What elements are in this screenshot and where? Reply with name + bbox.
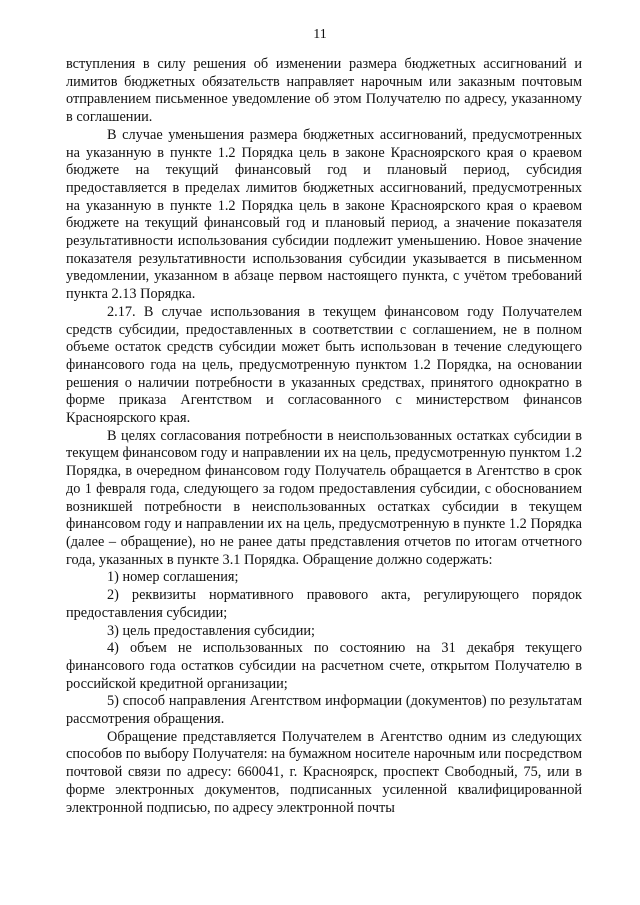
- page-number: 11: [313, 27, 327, 42]
- paragraph-continuation: вступления в силу решения об изменении размера бюджетных ассигнований и лимитов бюджетных обязательств направляет нарочным или заказным почтовым отправлением письменное уведомление об этом Получателю по адресу, указанному в соглашении.: [66, 56, 582, 126]
- paragraph-clause-2-17: 2.17. В случае использования в текущем финансовом году Получателем средств субсидии, предоставленных в соответствии с соглашением, не в полном объеме остаток средств субсидии может быть использован в течение следующего финансового года на цель, предусмотренную пунктом 1.2 Порядка, на основании решения о наличии потребности в указанных средствах, принятого однократно в форме приказа Агентством и согласованного с министерством финансов Красноярского края.: [66, 303, 582, 427]
- paragraph-budget-reduction: В случае уменьшения размера бюджетных ассигнований, предусмотренных на указанную в пункте 1.2 Порядка цель в законе Красноярского края о краевом бюджете на текущий финансовый год и плановый период, субсидия предоставляется в пределах лимитов бюджетных ассигнований, предусмотренных на указанную в пункте 1.2 Порядка цель в законе Красноярского края о краевом бюджете на текущий финансовый год и плановый период, а значение показателя результативности использования субсидии подлежит уменьшению. Новое значение показателя результативности использования субсидии указывается в письменном уведомлении, указанном в абзаце первом настоящего пункта, с учётом требований пункта 2.13 Порядка.: [66, 126, 582, 303]
- document-body: [66, 56, 582, 817]
- list-item-5: 5) способ направления Агентством информации (документов) по результатам рассмотрения обращения.: [66, 693, 582, 728]
- list-item-4: 4) объем не использованных по состоянию на 31 декабря текущего финансового года остатков субсидии на расчетном счете, открытом Получателю в российской кредитной организации;: [66, 640, 582, 692]
- paragraph-approval-request: В целях согласования потребности в неиспользованных остатках субсидии в текущем финансовом году и направлении их на цель, предусмотренную пунктом 1.2 Порядка, в очередном финансовом году Получатель обращается в Агентство в срок до 1 февраля года, следующего за годом предоставления субсидии, с обоснованием возникшей потребности в неиспользованных остатках субсидии в текущем финансовом году и направлении их на цель, предусмотренную в пункте 1.2 Порядка (далее – обращение), но не ранее даты представления отчетов по итогам отчетного года, указанных в пункте 3.1 Порядка. Обращение должно содержать:: [66, 427, 582, 568]
- list-item-3: 3) цель предоставления субсидии;: [107, 622, 315, 639]
- paragraph-submission-methods: Обращение представляется Получателем в Агентство одним из следующих способов по выбору Получателя: на бумажном носителе нарочным или посредством почтовой связи по адресу: 660041, г. Красноярск, проспект Свободный, 75, или в форме электронных документов, подписанных усиленной квалифицированной электронной подписью, по адресу электронной почты: [66, 728, 582, 816]
- list-item-2: 2) реквизиты нормативного правового акта, регулирующего порядок предоставления субсидии;: [66, 587, 582, 621]
- list-item-1: 1) номер соглашения;: [107, 569, 239, 586]
